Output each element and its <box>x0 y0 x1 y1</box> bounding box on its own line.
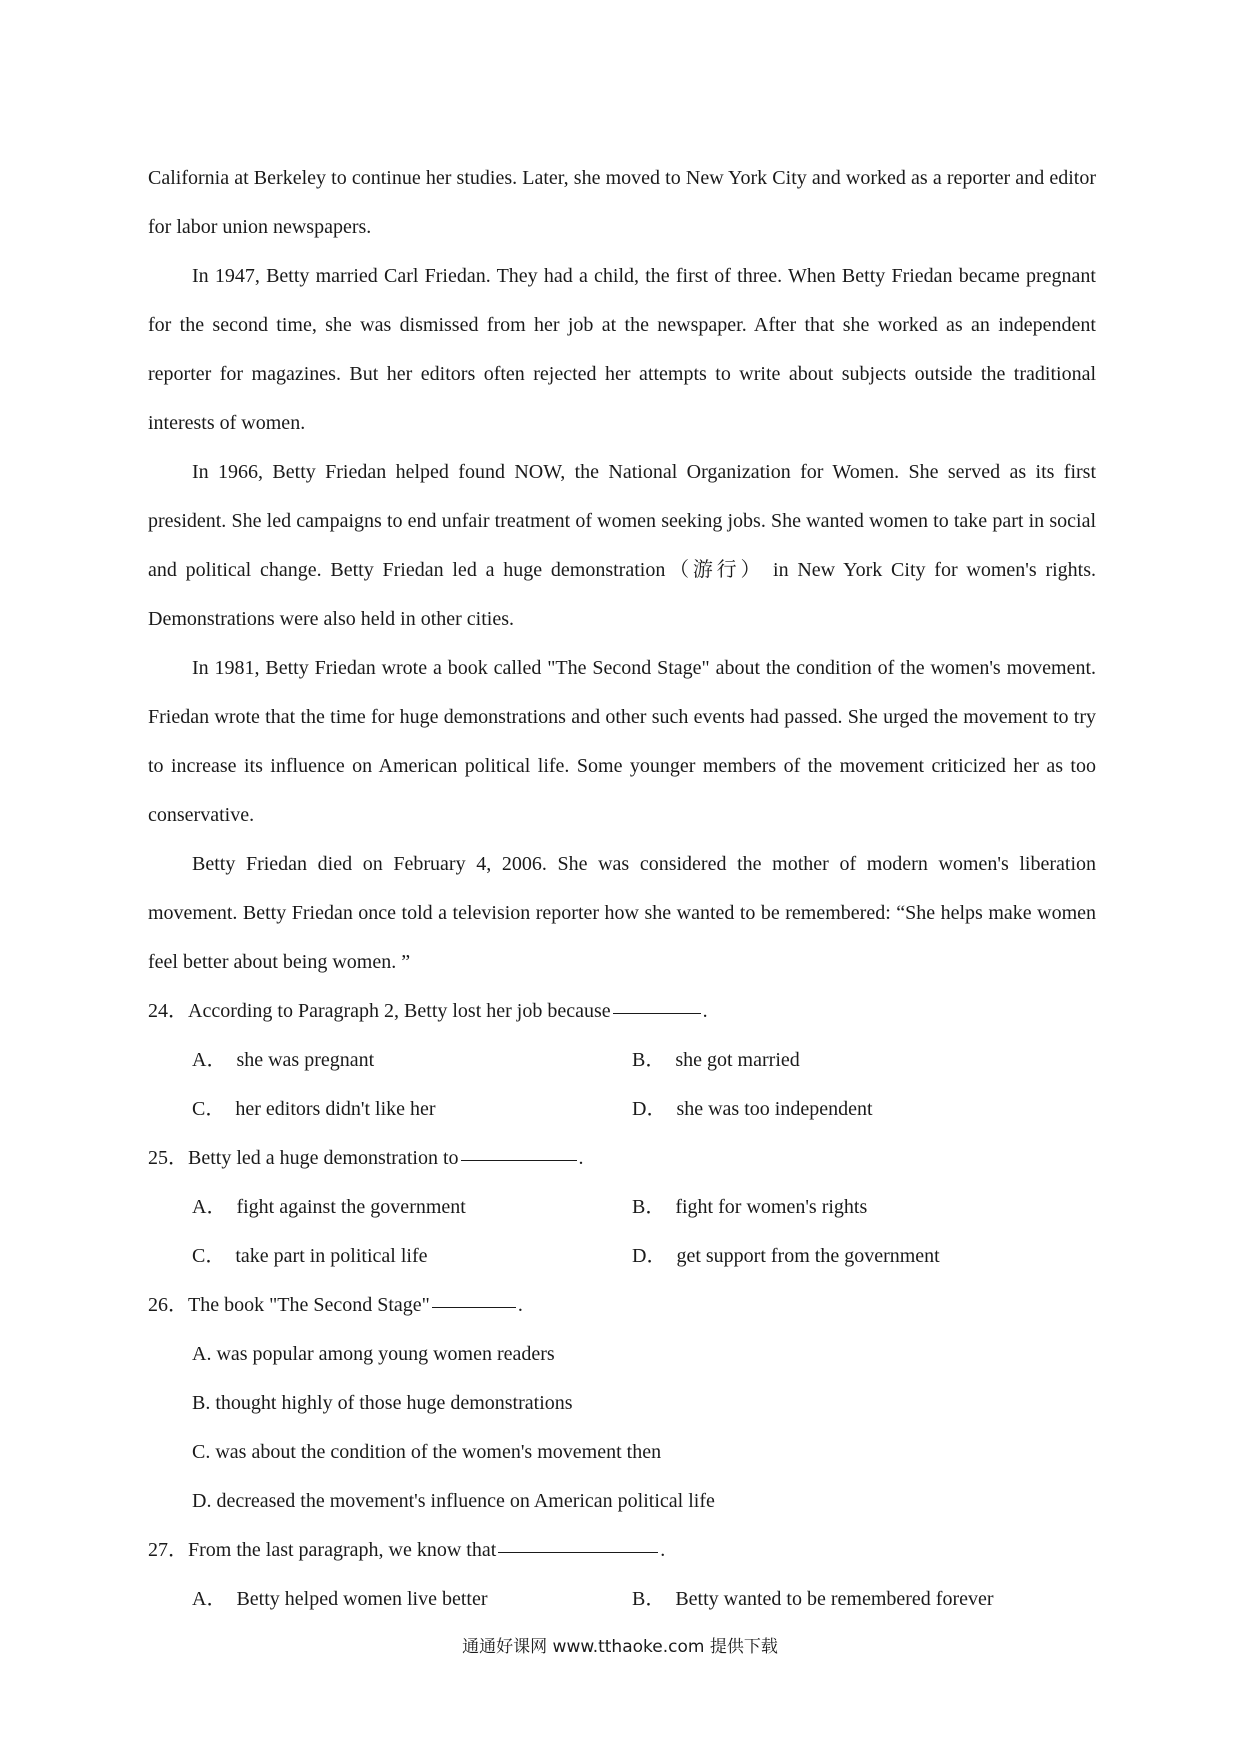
option-a: A． Betty helped women live better <box>192 1588 488 1610</box>
question-end: . <box>660 1539 666 1561</box>
options-27 <box>148 1575 1096 1624</box>
question-stem: The book "The Second Stage" <box>188 1294 430 1316</box>
question-26 <box>148 1281 1096 1330</box>
question-number: 26． <box>148 1294 188 1316</box>
paragraph-4: In 1981, Betty Friedan wrote a book called "The Second Stage" about the condition of the women's movement. Friedan wrote that the time for huge demonstrations and other such events had passed. She urged the movement to try to increase its influence on American political life. Some younger members of the movement criticized her as too conservative. <box>148 657 1096 826</box>
question-end: . <box>517 1294 523 1316</box>
question-end: . <box>702 1000 708 1022</box>
answer-blank <box>432 1281 516 1308</box>
option-d: D． she was too independent <box>632 1098 873 1120</box>
option-d: D． get support from the government <box>632 1245 940 1267</box>
question-number: 25． <box>148 1147 188 1169</box>
question-number: 27． <box>148 1539 188 1561</box>
option-a: A. was popular among young women readers <box>192 1343 555 1365</box>
options-26 <box>148 1330 1096 1526</box>
option-a: A． fight against the government <box>192 1196 466 1218</box>
option-c: C. was about the condition of the women's movement then <box>192 1441 662 1463</box>
option-b: B. thought highly of those huge demonstrations <box>192 1392 573 1414</box>
question-27 <box>148 1526 1096 1575</box>
options-24 <box>148 1036 1096 1134</box>
question-24 <box>148 987 1096 1036</box>
page-footer: 通通好课网 www.tthaoke.com 提供下载 <box>462 1637 778 1657</box>
question-stem: According to Paragraph 2, Betty lost her job because <box>188 1000 611 1022</box>
answer-blank <box>498 1526 658 1553</box>
paragraph-5: Betty Friedan died on February 4, 2006. She was considered the mother of modern women's liberation movement. Betty Friedan once told a television reporter how she wanted to be remembered: “She helps make women feel better about being women. ” <box>148 853 1096 973</box>
paragraph-3: In 1966, Betty Friedan helped found NOW, the National Organization for Women. She served as its first president. She led campaigns to end unfair treatment of women seeking jobs. She wanted women to take part in social and political change. Betty Friedan led a huge demonstration（游行） in New York City for women's rights. Demonstrations were also held in other cities. <box>148 461 1096 630</box>
option-b: B． she got married <box>632 1049 800 1071</box>
options-25 <box>148 1183 1096 1281</box>
option-c: C． take part in political life <box>192 1245 428 1267</box>
option-c: C． her editors didn't like her <box>192 1098 436 1120</box>
option-a: A． she was pregnant <box>192 1049 375 1071</box>
reading-passage <box>148 154 1096 1624</box>
paragraph-1-continued: California at Berkeley to continue her studies. Later, she moved to New York City and worked as a reporter and editor for labor union newspapers. <box>148 167 1096 238</box>
paragraph-2: In 1947, Betty married Carl Friedan. They had a child, the first of three. When Betty Friedan became pregnant for the second time, she was dismissed from her job at the newspaper. After that she worked as an independent reporter for magazines. But her editors often rejected her attempts to write about subjects outside the traditional interests of women. <box>148 265 1096 434</box>
answer-blank <box>613 987 701 1014</box>
question-end: . <box>578 1147 584 1169</box>
option-b: B． fight for women's rights <box>632 1196 868 1218</box>
question-number: 24． <box>148 1000 188 1022</box>
question-stem: From the last paragraph, we know that <box>188 1539 497 1561</box>
question-stem: Betty led a huge demonstration to <box>188 1147 459 1169</box>
answer-blank <box>461 1134 577 1161</box>
question-25 <box>148 1134 1096 1183</box>
option-b: B． Betty wanted to be remembered forever <box>632 1588 994 1610</box>
option-d: D. decreased the movement's influence on American political life <box>192 1490 715 1512</box>
